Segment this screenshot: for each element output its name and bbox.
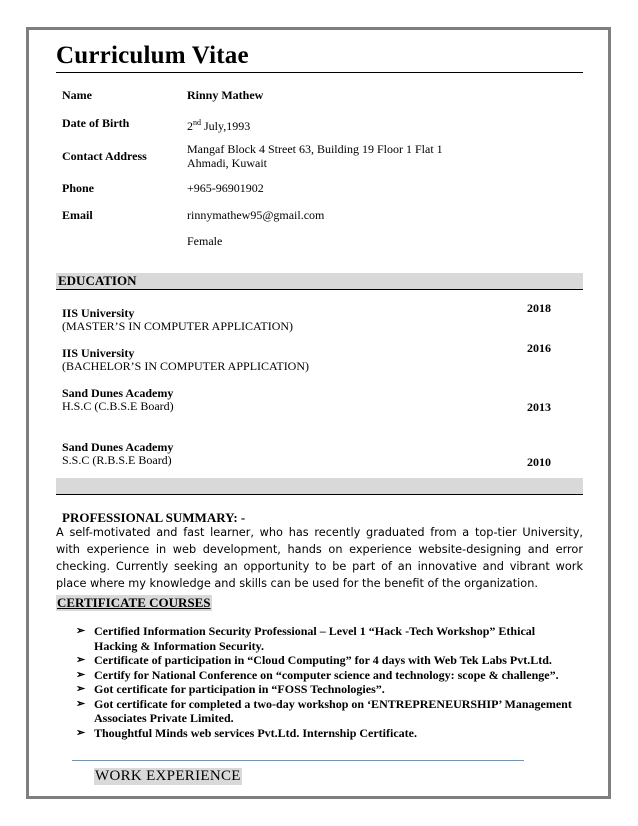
education-institution: Sand Dunes Academy bbox=[62, 386, 174, 400]
email-value: rinnymathew95@gmail.com bbox=[187, 208, 325, 222]
work-experience-heading: WORK EXPERIENCE bbox=[95, 768, 241, 784]
page-title: Curriculum Vitae bbox=[56, 40, 583, 73]
certificates-heading: CERTIFICATE COURSES bbox=[57, 595, 211, 610]
certificate-text: Certify for National Conference on “computer science and technology: scope & challenge”. bbox=[94, 667, 559, 682]
education-entry bbox=[62, 347, 309, 373]
education-year: 2013 bbox=[527, 400, 551, 414]
education-year: 2018 bbox=[527, 301, 551, 315]
education-year: 2010 bbox=[527, 455, 551, 469]
education-degree: (BACHELOR’S IN COMPUTER APPLICATION) bbox=[62, 359, 310, 373]
name-value: Rinny Mathew bbox=[187, 88, 264, 102]
education-heading-bar bbox=[56, 273, 583, 290]
certificate-text: Certificate of participation in “Cloud Computing” for 4 days with Web Tek Labs Pvt.Ltd. bbox=[94, 653, 552, 667]
summary-heading: PROFESSIONAL SUMMARY: - bbox=[62, 510, 246, 525]
education-entry bbox=[62, 441, 173, 467]
education-institution: IIS University bbox=[62, 346, 135, 360]
education-entry bbox=[62, 307, 293, 333]
address-value bbox=[187, 142, 443, 170]
address-line-1: Mangaf Block 4 Street 63, Building 19 Floor 1 Flat 1 bbox=[187, 142, 443, 156]
name-label: Name bbox=[62, 88, 92, 102]
phone-label: Phone bbox=[62, 181, 95, 195]
list-item bbox=[76, 697, 576, 726]
address-label: Contact Address bbox=[62, 149, 147, 163]
certificate-text: Got certificate for participation in “FOSS Technologies”. bbox=[94, 682, 385, 696]
education-degree: S.S.C (R.B.S.E Board) bbox=[62, 453, 172, 467]
arrow-bullet-icon: ➢ bbox=[76, 654, 86, 666]
list-item bbox=[76, 668, 576, 683]
arrow-bullet-icon: ➢ bbox=[76, 668, 86, 681]
education-degree: (MASTER’S IN COMPUTER APPLICATION) bbox=[62, 319, 294, 333]
certificate-text: Got certificate for completed a two-day workshop on ‘ENTREPRENEURSHIP’ Management Associates Private Limited. bbox=[94, 696, 572, 725]
dob-value: 2nd July,1993 bbox=[187, 118, 251, 133]
list-item bbox=[76, 624, 576, 653]
arrow-bullet-icon: ➢ bbox=[76, 683, 86, 695]
arrow-bullet-icon: ➢ bbox=[76, 697, 86, 710]
certificates-list bbox=[76, 624, 576, 740]
education-year: 2016 bbox=[527, 341, 551, 355]
arrow-bullet-icon: ➢ bbox=[76, 625, 86, 637]
certificate-text: Certified Information Security Professional – Level 1 “Hack -Tech Workshop” Ethical Hacking & Information Security. bbox=[94, 624, 536, 653]
certificate-text: Thoughtful Minds web services Pvt.Ltd. Internship Certificate. bbox=[94, 725, 417, 740]
list-item bbox=[76, 726, 576, 741]
education-institution: Sand Dunes Academy bbox=[62, 440, 174, 454]
education-institution: IIS University bbox=[62, 306, 135, 320]
education-entry bbox=[62, 387, 174, 413]
address-line-2: Ahmadi, Kuwait bbox=[187, 156, 267, 170]
email-label: Email bbox=[62, 208, 93, 222]
section-divider bbox=[72, 760, 524, 761]
list-item bbox=[76, 653, 576, 668]
gender-value: Female bbox=[187, 234, 223, 248]
education-heading: EDUCATION bbox=[58, 273, 137, 288]
education-footer-bar bbox=[56, 478, 583, 495]
summary-text: A self-motivated and fast learner, who has recently graduated from a top-tier University, with experience in web development, hands on experience website-designing and error checking. Currently seeking an opportunity to be part of an innovative and vibrant work place where my knowledge and skills can be used for the benefit of the organization. bbox=[56, 526, 583, 590]
education-degree: H.S.C (C.B.S.E Board) bbox=[62, 399, 174, 413]
phone-value: +965-96901902 bbox=[187, 181, 264, 195]
list-item bbox=[76, 682, 576, 697]
dob-label: Date of Birth bbox=[62, 116, 130, 130]
arrow-bullet-icon: ➢ bbox=[76, 726, 86, 739]
